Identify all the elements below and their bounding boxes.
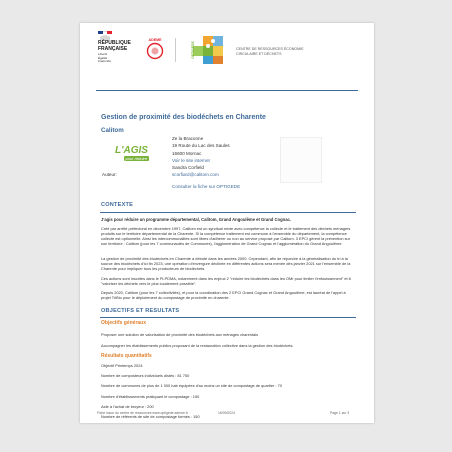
section-objectifs-heading: OBJECTIFS ET RESULTATS [101, 308, 180, 314]
ademe-logo-text: ADEME [148, 38, 162, 42]
contexte-paragraph-1: Créé par arrêté préfectoral en décembre 1997, Calitom est un syndicat mixte avec compétence la collecte et le traitement des déchets ménagers produits sur le territoire départemental de la Charente. Si la compétence traitement est commune à l'ensemble du département, la compétence collecte est optionnelle. Ainsi les intercommunalités sont libres d'adhérer ou non au service proposé par Calitom. 3 EPCI gèrent la prévention sur son territoire : Calitom (pour les 7 communautés de Communes), l'agglomération de Grand Cognac et l'agglomération du Grand Angoulême. [101, 226, 351, 246]
org-name: Calitom [101, 127, 124, 134]
resultat-1: Objectif Printemps 2024 [101, 363, 143, 368]
section-contexte-heading: CONTEXTE [101, 202, 134, 208]
jagis-logo [115, 145, 149, 165]
objectif-general-1: Proposer une solution de valorisation de proximité des biodéchets aux ménages charentais [101, 332, 259, 337]
rf-motto: Liberté Égalité Fraternité [98, 52, 111, 64]
jagis-logo-title: L'AGIS [115, 145, 148, 156]
website-link[interactable]: Voir le site internet [172, 157, 210, 163]
contact-name: Sandra Corfield [172, 165, 204, 171]
objectif-general-2: Accompagner les établissements publics proposant de la restauration collective dans la gestion des biodéchets. [101, 343, 294, 348]
footer-source: Fiche issue du centre de ressources www.optigede.ademe.fr [97, 411, 188, 415]
page-title: Gestion de proximité des biodéchets en Charente [101, 114, 266, 121]
address-line-3: 16600 Mornac [172, 150, 202, 156]
contexte-paragraph-4: Depuis 2020, Calitom (pour les 7 collectivités), et pour la coordination des 2 EPCI Grand Cognac et Grand Angoulême, est lauréat de l'appel à projet TriBio pour le déploiement du compostage de proximité en charente. [101, 290, 346, 300]
ademe-circle-icon [144, 42, 166, 60]
rf-title: RÉPUBLIQUE FRANÇAISE [98, 40, 131, 52]
header-divider [175, 38, 176, 62]
section-contexte-rule [100, 212, 356, 213]
contexte-paragraph-3: Ces actions sont inscrites dans le PLPDMA, notamment dans les enjeux 2 "réduire les biodéchets dans les OMr pour limiter l'enfouissement" et 6 "valoriser les déchets vers le plus localement possible". [101, 276, 351, 286]
rf-flag-bar [98, 31, 112, 34]
resultats-title: Résultats quantitatifs [101, 353, 152, 359]
contact-email-link[interactable]: scorfiard@calitom.com [172, 172, 219, 178]
resultat-4: Nombre d'établissements pratiquant le compostage : 150 [101, 394, 200, 399]
contexte-lead: J'agis pour réduire un programme départemental, Calitom, Grand Angoulême et Grand Cognac. [101, 217, 292, 222]
optigede-vertical-label: OPTIGEDE [190, 41, 195, 59]
section-objectifs-rule [100, 317, 356, 318]
centre-ressources-label: CENTRE DE RESSOURCES ÉCONOMIE CIRCULAIRE ET DÉCHETS [236, 47, 304, 56]
resultat-2: Nombre de composteurs individuels distés : 81 750 [101, 373, 190, 378]
optigede-logo [190, 36, 225, 66]
footer-page-number: Page 1 sur 3 [330, 411, 350, 415]
author-label: Auteur: [102, 172, 117, 177]
photo-placeholder [280, 137, 322, 183]
objectifs-generaux-title: Objectifs généraux [101, 320, 147, 326]
footer-date: 16/09/2024 [218, 411, 235, 415]
contact-block [172, 135, 230, 179]
resultat-3: Nombre de communes de plus de 1 000 hab équipées d'au moins un site de compostage de quartier : 70 [101, 383, 282, 388]
address-line-1: Ze la Braconne [172, 136, 204, 141]
resultat-6: Nombre de référents de site de compostage formés : 150 [101, 414, 200, 419]
ademe-logo [144, 38, 166, 60]
address-line-2: 19 Route du Lac des Saules [172, 143, 230, 149]
optigede-fiche-link[interactable]: Consulter la fiche sur OPTIGEDE [172, 184, 241, 189]
contexte-paragraph-2: La gestion de proximité des biodéchets en Charente a débuté dans les années 2000. Cependant, afin de répondre à la généralisation du tri à la source des biodéchets d'ici fin 2023, une opération d'envergure déclinée en différentes actions sera menée dès janvier 2021 sur l'ensemble de la Charente pour impliquer tous les producteurs de biodéchets. [101, 256, 351, 271]
document-page [80, 23, 374, 423]
jagis-logo-subtitle: pour réduire [125, 156, 148, 161]
resultat-5: Aide à l'achat de broyeur : 200 [101, 404, 154, 409]
header-rule [96, 90, 358, 91]
